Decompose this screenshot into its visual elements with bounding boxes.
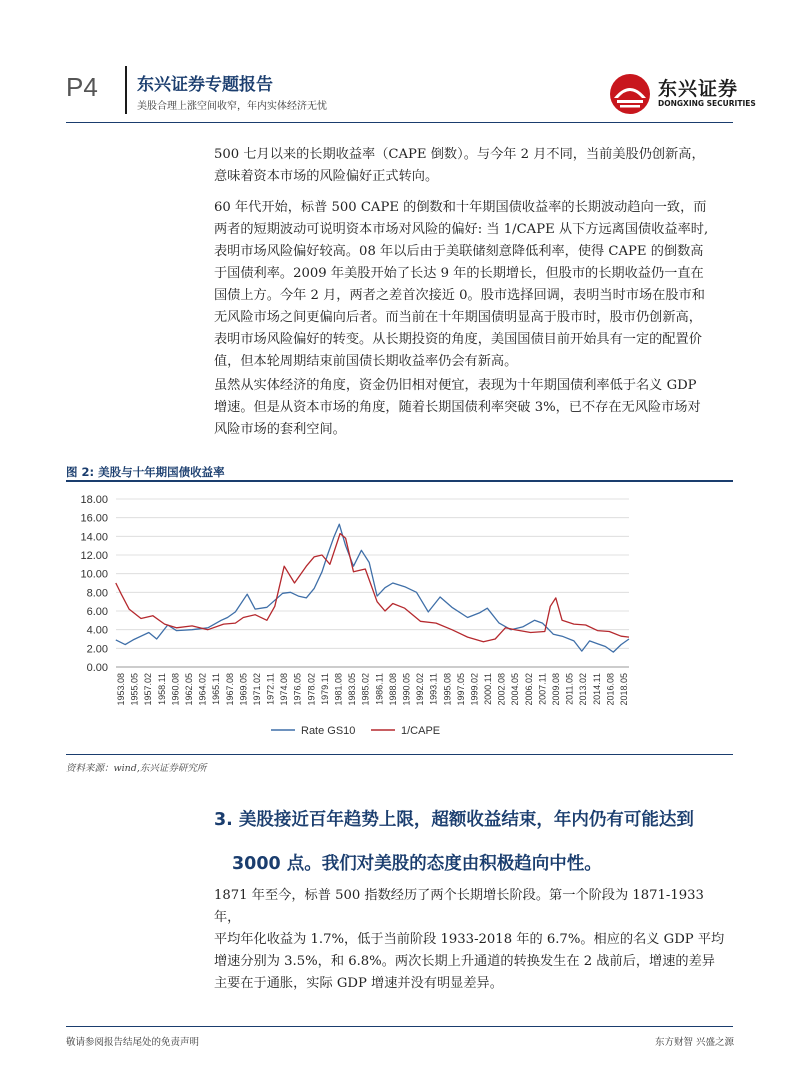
- y-tick-label: 8.00: [86, 587, 108, 600]
- section-heading-line-2: 3000 点。我们对美股的态度由积极趋向中性。: [232, 854, 602, 874]
- x-tick-label: 1993.11: [428, 673, 439, 705]
- text-line: 值，但本轮周期结束前国债长期收益率仍会有新高。: [214, 354, 518, 369]
- x-tick-label: 1983.05: [347, 673, 358, 706]
- x-tick-label: 1986.11: [374, 673, 385, 705]
- x-tick-label: 1953.08: [116, 673, 126, 706]
- x-tick-label: 2002.08: [496, 673, 507, 706]
- section-heading-line-1: 3. 美股接近百年趋势上限，超额收益结束，年内仍有可能达到: [214, 810, 694, 830]
- x-tick-label: 1958.11: [156, 673, 167, 705]
- y-tick-label: 2.00: [86, 643, 108, 656]
- figure-bottom-rule: [66, 754, 733, 755]
- x-tick-label: 2007.11: [537, 673, 548, 705]
- text-line: 60 年代开始，标普 500 CAPE 的倒数和十年期国债收益率的长期波动趋向一致，而: [214, 200, 707, 215]
- text-line: 表明市场风险偏好的转变。从长期投资的角度，美国国债目前开始具有一定的配置价: [214, 332, 702, 347]
- x-tick-label: 1978.02: [306, 673, 317, 706]
- x-tick-label: 2009.08: [551, 673, 562, 706]
- logo-mark-icon: [610, 74, 650, 114]
- header-separator: [125, 66, 127, 114]
- x-tick-label: 1955.05: [129, 673, 140, 706]
- x-tick-label: 1972.11: [265, 673, 276, 705]
- x-tick-label: 2006.02: [523, 673, 534, 706]
- figure-top-rule: [66, 480, 733, 482]
- text-line: 无风险市场之间更偏向后者。而当前在十年期国债明显高于股市时，股市仍创新高，: [214, 310, 702, 325]
- y-tick-label: 18.00: [80, 494, 108, 506]
- text-line: 增速分别为 3.5%，和 6.8%。两次长期上升通道的转换发生在 2 战前后，增速的差异: [214, 954, 715, 969]
- x-tick-label: 1995.08: [442, 673, 453, 706]
- text-line: 虽然从实体经济的角度，资金仍旧相对便宜，表现为十年期国债利率低于名义 GDP: [214, 378, 697, 393]
- x-tick-label: 2018.05: [619, 673, 629, 706]
- x-tick-label: 1960.08: [170, 673, 181, 706]
- x-tick-label: 1979.11: [319, 673, 330, 705]
- y-tick-label: 6.00: [86, 606, 108, 618]
- x-tick-label: 2000.11: [483, 673, 494, 705]
- y-tick-label: 14.00: [80, 531, 108, 544]
- figure-source: 资料来源：wind,东兴证券研究所: [66, 763, 207, 774]
- text-line: 1871 年至今，标普 500 指数经历了两个长期增长阶段。第一个阶段为 1871-1933 年，: [214, 888, 704, 925]
- footer-rule: [66, 1026, 733, 1027]
- logo-text: 东兴证券: [658, 78, 739, 100]
- text-line: 国债上方。今年 2 月，两者之差首次接近 0。股市选择回调，表明当时市场在股市和: [214, 288, 705, 303]
- text-line: 于国债利率。2009 年美股开始了长达 9 年的长期增长，但股市的长期收益仍一直在: [214, 266, 704, 281]
- x-tick-label: 1988.08: [387, 673, 398, 706]
- paragraph-4: [214, 885, 734, 995]
- x-tick-label: 1990.05: [401, 673, 412, 706]
- x-tick-label: 1965.11: [211, 673, 222, 705]
- text-line: 主要在于通胀，实际 GDP 增速并没有明显差异。: [214, 976, 503, 991]
- x-tick-label: 1999.02: [469, 673, 480, 706]
- y-tick-label: 12.00: [80, 550, 108, 562]
- y-tick-label: 0.00: [86, 662, 108, 674]
- x-tick-label: 1971.02: [251, 673, 262, 706]
- paragraph-1: [214, 144, 734, 188]
- header-rule: [66, 122, 733, 123]
- text-line: 平均年化收益为 1.7%，低于当前阶段 1933-2018 年的 6.7%。相应的名义 GDP 平均: [214, 932, 725, 947]
- x-tick-label: 1967.08: [224, 673, 235, 706]
- paragraph-2: [214, 197, 734, 373]
- x-tick-label: 1964.02: [197, 673, 208, 706]
- x-tick-label: 1957.02: [143, 673, 154, 706]
- text-line: 表明市场风险偏好较高。08 年以后由于美联储刻意降低利率，使得 CAPE 的倒数高: [214, 244, 704, 259]
- page-number: P4: [66, 72, 98, 102]
- text-line: 意味着资本市场的风险偏好正式转向。: [214, 169, 439, 184]
- series-line-inverse-cape: [116, 534, 629, 642]
- x-tick-label: 1981.08: [333, 673, 344, 706]
- text-line: 两者的短期波动可说明资本市场对风险的偏好: 当 1/CAPE 从下方远离国债收益率时,: [214, 222, 709, 237]
- logo-english: DONGXING SECURITIES: [658, 99, 756, 108]
- footer-slogan: 东方财智 兴盛之源: [654, 1037, 734, 1048]
- text-line: 风险市场的套利空间。: [214, 422, 346, 437]
- x-tick-label: 2014.11: [591, 673, 602, 705]
- x-tick-label: 1985.02: [360, 673, 371, 706]
- text-line: 500 七月以来的长期收益率（CAPE 倒数）。与今年 2 月不同，当前美股仍创新高，: [214, 147, 705, 162]
- y-tick-label: 4.00: [86, 624, 108, 637]
- report-title: 东兴证券专题报告: [137, 75, 273, 95]
- x-tick-label: 2013.02: [578, 673, 589, 706]
- legend-label: Rate GS10: [301, 725, 356, 737]
- line-chart: [66, 484, 733, 752]
- x-tick-label: 1969.05: [238, 673, 249, 706]
- footer-disclaimer: 敬请参阅报告结尾处的免责声明: [66, 1037, 200, 1048]
- x-tick-label: 1974.08: [279, 673, 290, 706]
- figure-title: 图 2: 美股与十年期国债收益率: [66, 465, 225, 479]
- y-tick-label: 10.00: [80, 568, 108, 581]
- x-tick-label: 1997.05: [455, 673, 466, 706]
- x-tick-label: 1976.05: [292, 673, 303, 706]
- y-tick-label: 16.00: [80, 512, 108, 525]
- x-tick-label: 2004.05: [510, 673, 521, 706]
- legend-label: 1/CAPE: [401, 725, 441, 737]
- text-line: 增速。但是从资本市场的角度，随着长期国债利率突破 3%，已不存在无风险市场对: [214, 400, 701, 415]
- x-tick-label: 2011.05: [564, 673, 575, 705]
- report-subtitle: 美股合理上涨空间收窄，年内实体经济无忧: [137, 101, 327, 112]
- x-tick-label: 1962.05: [183, 673, 194, 706]
- x-tick-label: 2016.08: [605, 673, 616, 706]
- paragraph-3: [214, 375, 734, 441]
- x-tick-label: 1992.02: [415, 673, 426, 706]
